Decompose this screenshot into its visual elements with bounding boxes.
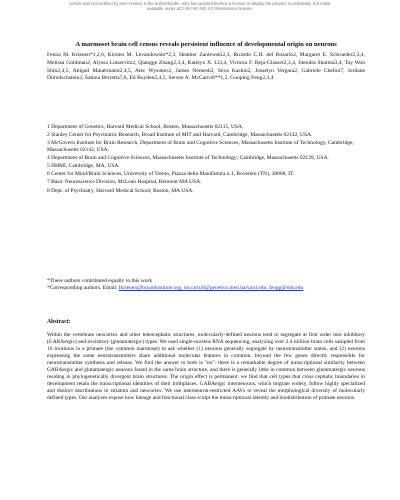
affiliation-8: 8 Dept. of Psychiatry, Harvard Medical School, Boston, MA USA. [47, 187, 194, 194]
affiliation-2: 2 Stanley Center for Psychiatric Research, Broad Institute of MIT and Harvard, Cambridge, Massachusetts 02142, USA. [47, 132, 313, 139]
corresponding-authors-note [47, 285, 365, 292]
abstract-text: Within the vertebrate neocortex and other telencephalic structures, molecularly-defined neurons tend to segregate at first order into inhibitory (GABAergic) and excitatory (glutamatergic) types. We used single-nucleus RNA sequencing, analyzing over 2.4 million brain cells sampled from 16 locations in a primate (the common marmoset) to ask whether (1) neurons generally segregate by neurotransmitter status, and (2) neurons expressing the same neurotransmitters share additional molecular features in common, beyond the few genes directly responsible for neurotransmitter synthesis and release. We find the answer to both is "no": there is a remarkable degree of transcriptional similarity between GABAergic and glutamatergic neurons found in the same brain structure, and there is generally little in common between glutamatergic neurons residing in phylogenetically divergent brain structures. The origin effect is permanent: we find that cell types that cross cephalic boundaries in development retain the transcriptional identities of their birthplaces. GABAergic interneurons, which migrate widely, follow highly specialized and distinct distributions in striatum and neocortex. We use interneuron-restricted AAVs to reveal the morphological diversity of molecularly defined types. Our analyses expose how lineage and functional class sculpt the transcriptional identity and biodistribution of primate neurons. [47, 332, 365, 401]
affiliation-list [47, 124, 365, 196]
affiliation-5: 5 HHMI, Cambridge, MA, USA. [47, 163, 120, 170]
paper-title: A marmoset brain cell census reveals persistent influence of developmental origin on neurons [75, 41, 337, 48]
affiliation-4: 4 Department of Brain and Cognitive Sciences, Massachusetts Institute of Technology; Cambridge, Massachusetts 02139, USA. [47, 155, 329, 162]
preprint-license-header [0, 0, 400, 15]
abstract-heading: Abstract: [47, 319, 71, 325]
corresponding-label: *Corresponding authors. Email: [47, 284, 119, 291]
author-notes [47, 278, 365, 292]
equal-contribution-note: *These authors contributed equally to this work [47, 278, 153, 284]
header-line-1: (which was not certified by peer review) is the author/funder, who has granted bioRxiv a license to display the preprint in perpetuity. It is made [69, 1, 331, 6]
affiliation-3: 3 McGovern Institute for Brain Research, Department of Brain and Cognitive Sciences, Massachusetts Institute of Technology, Cambridge, Massachusetts 02142, USA. [47, 140, 354, 154]
corresponding-emails-link[interactable]: fkrienen@broadinstitute.org, mccarroll@genetics.med.harvard.edu, fengg@mit.edu [118, 284, 304, 291]
author-list: Fenna M. Krienen*1,2,6, Kirsten M. Levandowski*2,3, Heather Zaniewski2,3, Ricardo C.H. del Rosario2, Margaret E. Schroeder2,3,4, Melissa Goldman2, Alyssa Lutservitz2, Qiangge Zhang2,3,4, Katelyn X. Li3,4, Victoria F. Beja-Glasser2,3,4, Jitendra Sharma3,4, Tay Won Shin2,4,5, Abigail Mauermann2,4,5, Alec Wysoker2, James Nemesh2, Seva Kashin2, Josselyn Vergara2, Gabriele Chelini7, Jordane Dimidschstein2, Sabina Berretta7,8, Ed Boyden2,4,5, Steven A. McCarroll**1,2, Guoping Feng2,3,4 [47, 52, 365, 82]
affiliation-7: 7 Basic Neuroscience Division, McLean Hospital, Belmont MA USA. [47, 179, 202, 186]
affiliation-1: 1 Department of Genetics, Harvard Medical School, Boston, Massachusetts 02115, USA. [47, 124, 244, 130]
header-line-2: available under aCC-BY-NC-ND 4.0 International license. [147, 6, 253, 11]
affiliation-6: 6 Center for Mind/Brain Sciences, University of Trento, Piazza della Manifattura n.1, Rovereto (TN), 38068, IT. [47, 171, 295, 178]
